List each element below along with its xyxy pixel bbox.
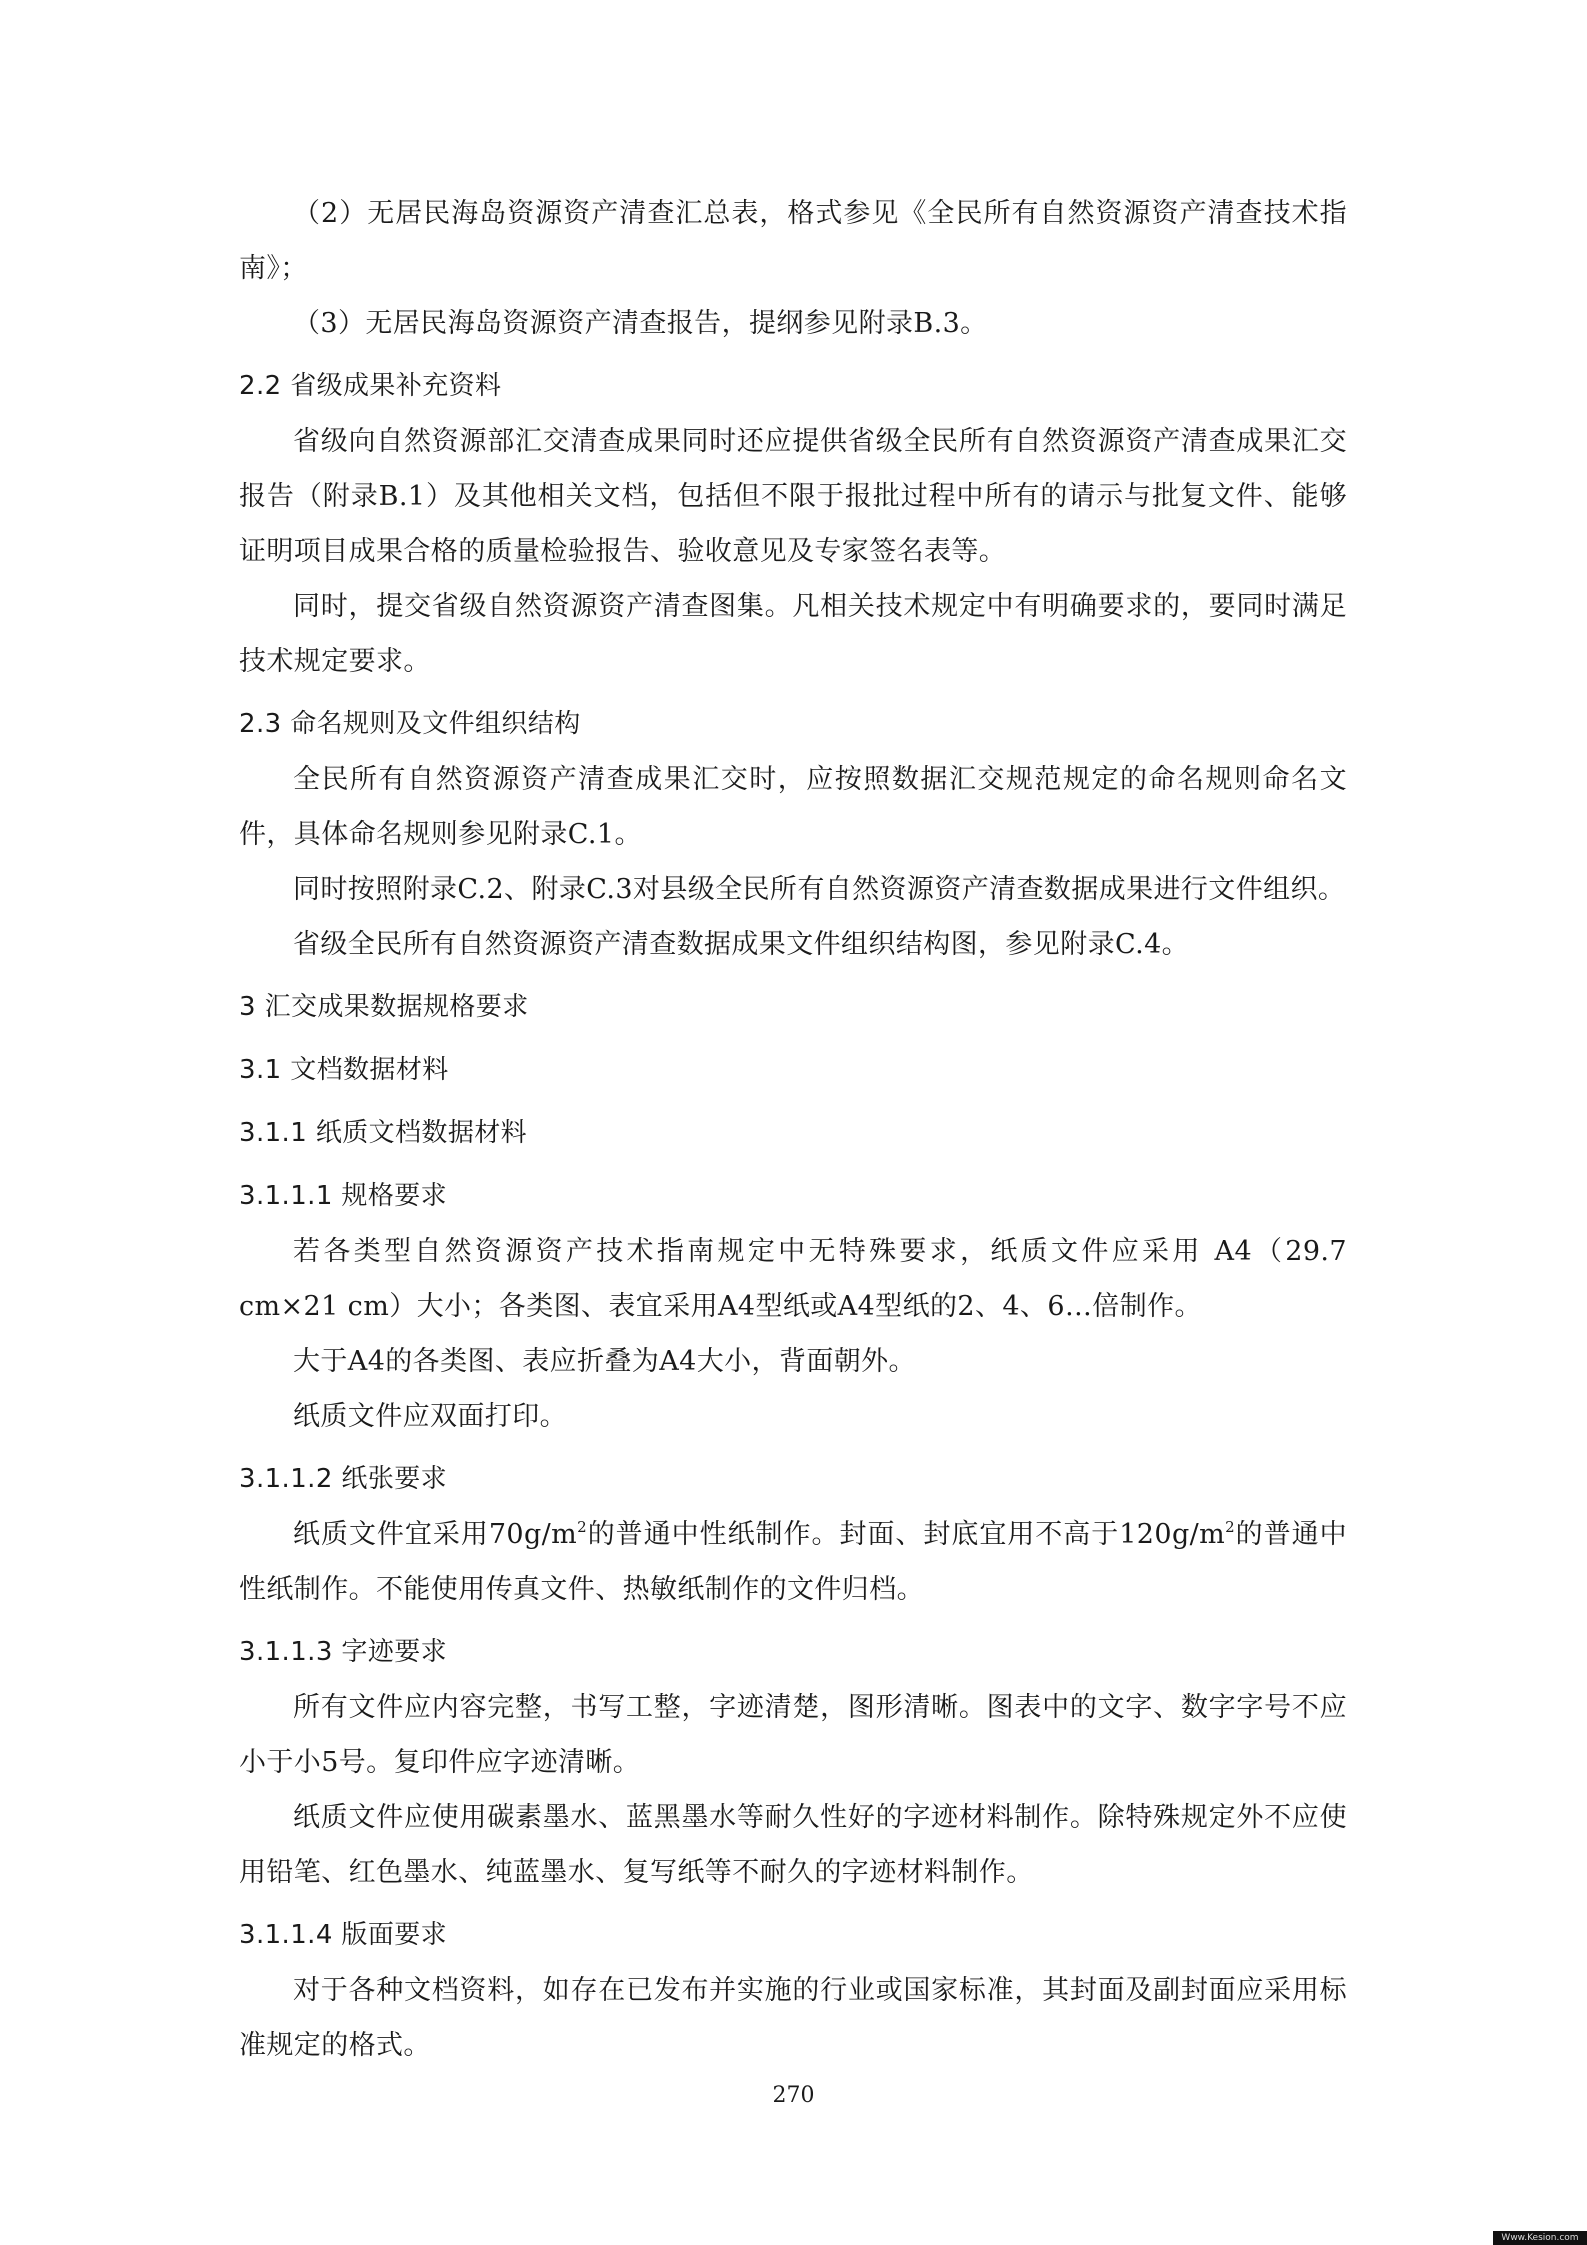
section-heading-3-1-1-1: 3.1.1.1 规格要求 xyxy=(239,1181,448,1211)
text-run: 的普通中性纸制作。不能使用传真文件、热敏纸制作的文件归档。 xyxy=(239,1519,1347,1605)
paragraph-paper-spec xyxy=(239,1507,1347,1617)
section-heading-2-2: 2.2 省级成果补充资料 xyxy=(239,371,502,401)
section-heading-3: 3 汇交成果数据规格要求 xyxy=(239,992,529,1022)
paragraph: 全民所有自然资源资产清查成果汇交时，应按照数据汇交规范规定的命名规则命名文件，具体命名规则参见附录C.1。 xyxy=(239,764,1347,850)
section-heading-3-1-1-2: 3.1.1.2 纸张要求 xyxy=(239,1464,448,1494)
paragraph: 同时按照附录C.2、附录C.3对县级全民所有自然资源资产清查数据成果进行文件组织。 xyxy=(293,874,1346,905)
section-heading-3-1: 3.1 文档数据材料 xyxy=(239,1055,449,1085)
paragraph: （2）无居民海岛资源资产清查汇总表，格式参见《全民所有自然资源资产清查技术指南》； xyxy=(239,198,1347,284)
superscript: 2 xyxy=(1225,1518,1236,1536)
paragraph: 若各类型自然资源资产技术指南规定中无特殊要求，纸质文件应采用 A4（29.7 cm×21 cm）大小；各类图、表宜采用A4型纸或A4型纸的2、4、6…倍制作。 xyxy=(239,1236,1347,1322)
section-heading-3-1-1: 3.1.1 纸质文档数据材料 xyxy=(239,1118,528,1148)
paragraph: （3）无居民海岛资源资产清查报告，提纲参见附录B.3。 xyxy=(293,308,988,339)
paragraph: 省级全民所有自然资源资产清查数据成果文件组织结构图，参见附录C.4。 xyxy=(293,929,1190,960)
watermark-logo: Www.Kesion.com xyxy=(1493,2231,1587,2245)
paragraph: 对于各种文档资料，如存在已发布并实施的行业或国家标准，其封面及副封面应采用标准规定的格式。 xyxy=(239,1975,1347,2061)
paragraph: 省级向自然资源部汇交清查成果同时还应提供省级全民所有自然资源资产清查成果汇交报告（附录B.1）及其他相关文档，包括但不限于报批过程中所有的请示与批复文件、能够证明项目成果合格的质量检验报告、验收意见及专家签名表等。 xyxy=(239,426,1347,567)
section-heading-3-1-1-4: 3.1.1.4 版面要求 xyxy=(239,1920,448,1950)
text-run: 纸质文件宜采用70g/m xyxy=(293,1519,578,1550)
paragraph: 纸质文件应双面打印。 xyxy=(293,1401,567,1432)
section-heading-3-1-1-3: 3.1.1.3 字迹要求 xyxy=(239,1637,448,1667)
paragraph: 大于A4的各类图、表应折叠为A4大小，背面朝外。 xyxy=(293,1346,916,1377)
text-run: 的普通中性纸制作。封面、封底宜用不高于120g/m xyxy=(587,1519,1226,1550)
superscript: 2 xyxy=(577,1518,588,1536)
document-body xyxy=(239,186,1347,2073)
paragraph: 纸质文件应使用碳素墨水、蓝黑墨水等耐久性好的字迹材料制作。除特殊规定外不应使用铅笔、红色墨水、纯蓝墨水、复写纸等不耐久的字迹材料制作。 xyxy=(239,1802,1347,1888)
paragraph: 所有文件应内容完整，书写工整，字迹清楚，图形清晰。图表中的文字、数字字号不应小于小5号。复印件应字迹清晰。 xyxy=(239,1692,1347,1778)
paragraph: 同时，提交省级自然资源资产清查图集。凡相关技术规定中有明确要求的，要同时满足技术规定要求。 xyxy=(239,591,1347,677)
section-heading-2-3: 2.3 命名规则及文件组织结构 xyxy=(239,709,581,739)
page-number: 270 xyxy=(772,2083,815,2108)
